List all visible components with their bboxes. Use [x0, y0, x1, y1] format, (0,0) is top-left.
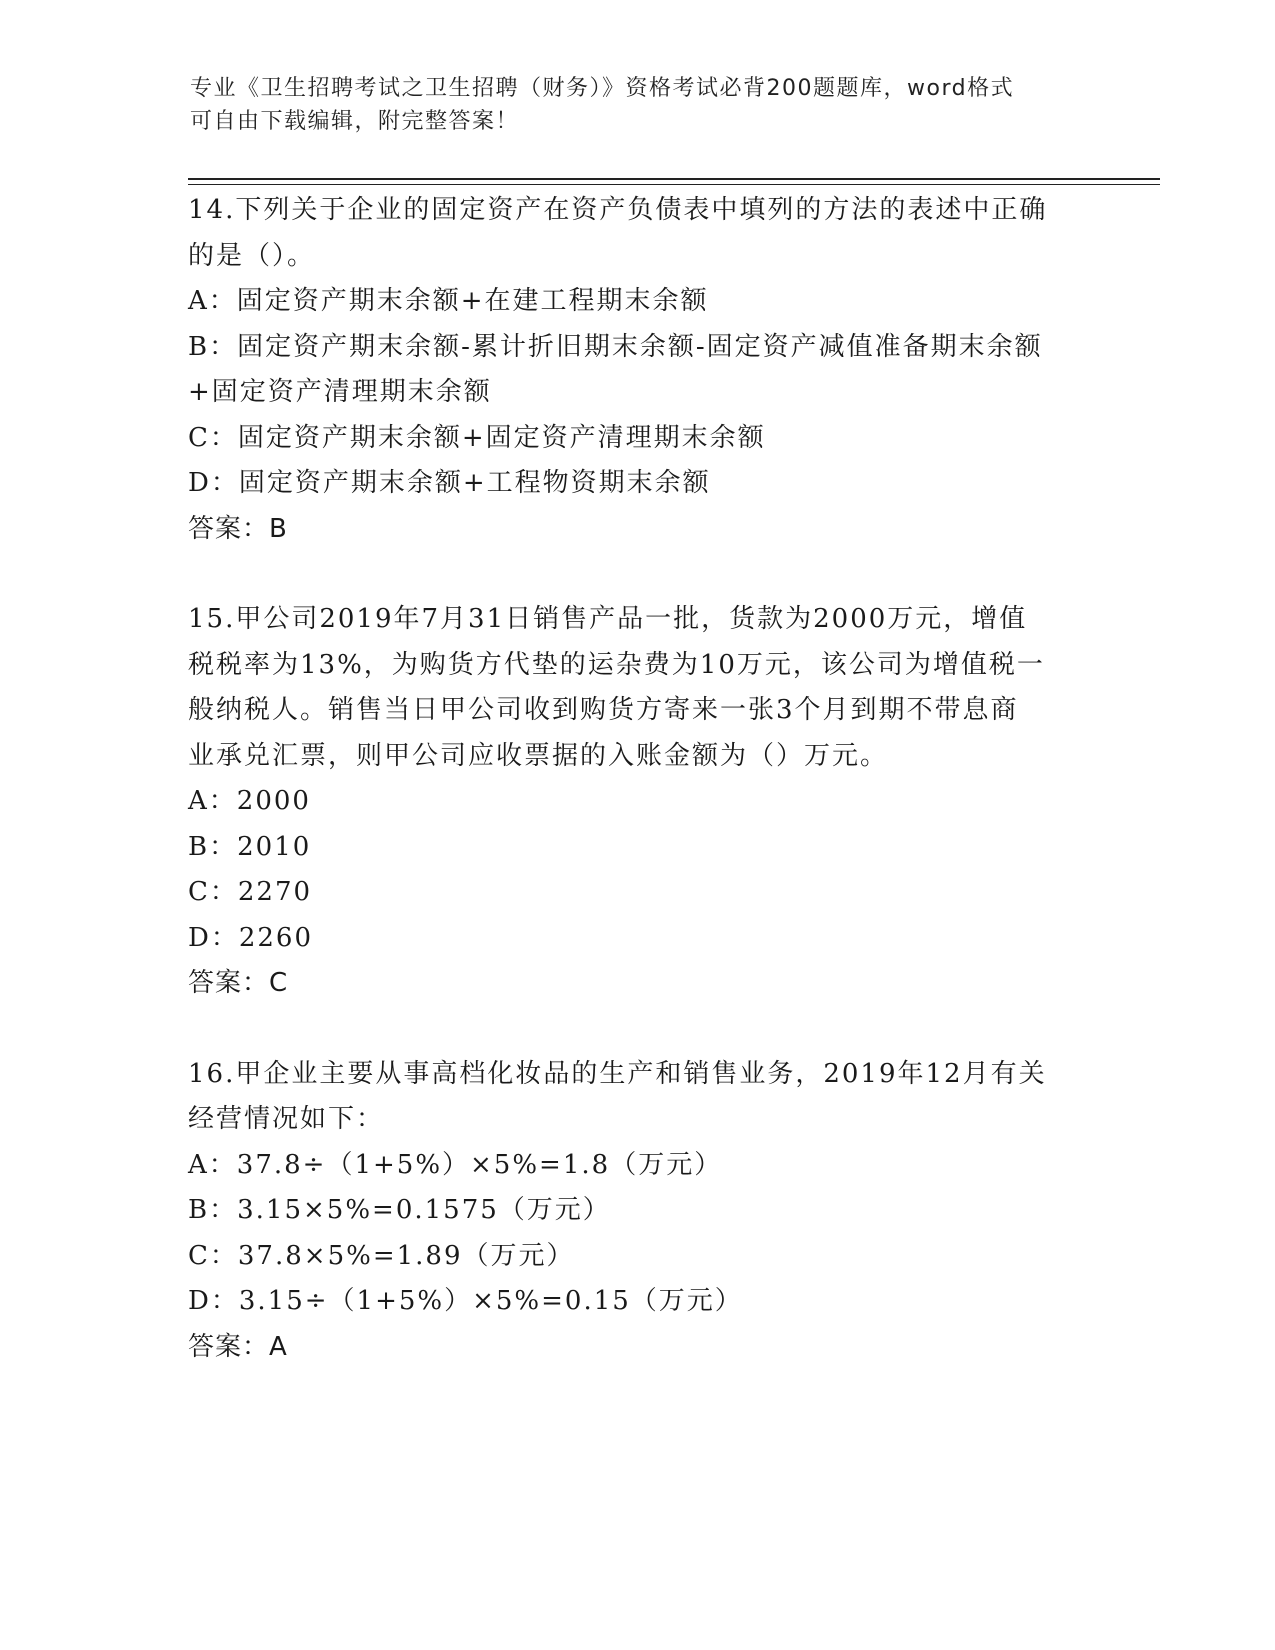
question-stem-line: 经营情况如下：	[188, 1104, 385, 1134]
questions-body	[188, 188, 1088, 1370]
question-spacer	[188, 1007, 1088, 1052]
option-b: B：固定资产期末余额-累计折旧期末余额-固定资产减值准备期末余额	[188, 331, 1043, 362]
option-d: D：3.15÷（1+5%）×5%=0.15（万元）	[188, 1286, 743, 1316]
question-14	[188, 188, 1088, 552]
option-b: B：2010	[188, 831, 312, 862]
option-a: A：37.8÷（1+5%）×5%=1.8（万元）	[188, 1149, 723, 1180]
question-stem-line: 税税率为13%，为购货方代垫的运杂费为10万元，该公司为增值税一	[188, 649, 1045, 680]
answer-line: 答案：B	[188, 513, 288, 544]
question-stem-line: 15.甲公司2019年7月31日销售产品一批，货款为2000万元，增值	[188, 604, 1028, 634]
question-stem-line: 14.下列关于企业的固定资产在资产负债表中填列的方法的表述中正确	[188, 195, 1048, 225]
question-spacer	[188, 552, 1088, 597]
question-stem-line: 的是（）。	[188, 240, 316, 271]
option-c: C：37.8×5%=1.89（万元）	[188, 1240, 575, 1271]
document-header	[190, 72, 1070, 138]
option-a: A：固定资产期末余额+在建工程期末余额	[188, 286, 709, 316]
question-stem-line: 般纳税人。销售当日甲公司收到购货方寄来一张3个月到期不带息商	[188, 695, 1019, 725]
answer-line: 答案：A	[188, 1331, 288, 1362]
answer-line: 答案：C	[188, 968, 289, 998]
option-c: C：2270	[188, 877, 313, 907]
header-rule-thick	[188, 178, 1160, 180]
option-c: C：固定资产期末余额+固定资产清理期末余额	[188, 422, 766, 453]
question-stem-line: 业承兑汇票，则甲公司应收票据的入账金额为（）万元。	[188, 740, 889, 771]
header-rule-thin	[188, 184, 1160, 185]
option-d: D：2260	[188, 922, 314, 953]
question-16	[188, 1052, 1088, 1371]
option-a: A：2000	[188, 786, 311, 816]
option-b: B：3.15×5%=0.1575（万元）	[188, 1195, 611, 1225]
option-b-continued: +固定资产清理期末余额	[188, 377, 492, 407]
option-d: D：固定资产期末余额+工程物资期末余额	[188, 468, 711, 498]
question-stem-line: 16.甲企业主要从事高档化妆品的生产和销售业务，2019年12月有关	[188, 1058, 1047, 1089]
header-line-2: 可自由下载编辑，附完整答案！	[190, 109, 520, 134]
question-15	[188, 597, 1088, 1007]
header-line-1: 专业《卫生招聘考试之卫生招聘（财务）》资格考试必背200题题库，word格式	[190, 76, 1015, 101]
